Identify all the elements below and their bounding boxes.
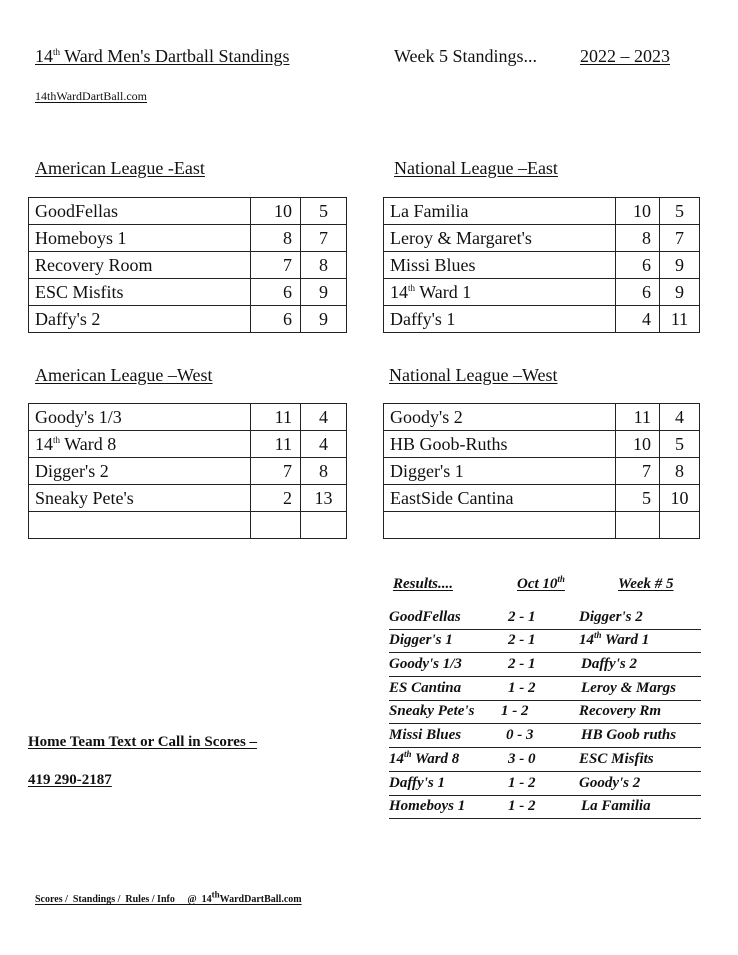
results-label: Results....: [393, 576, 454, 592]
home-team: GoodFellas: [389, 608, 461, 625]
table-row: [384, 306, 700, 333]
table-row: [384, 225, 700, 252]
team-name: Daffy's 1: [384, 306, 616, 333]
table-row: [29, 306, 347, 333]
wins: 11: [616, 404, 660, 431]
home-team: Digger's 1: [389, 632, 453, 649]
losses: 7: [660, 225, 700, 252]
team-name: HB Goob-Ruths: [384, 431, 616, 458]
wins: 6: [251, 279, 301, 306]
wins: 10: [616, 431, 660, 458]
home-team: 14th Ward 8: [389, 748, 460, 767]
result-row: [389, 724, 701, 748]
away-team: Daffy's 2: [581, 656, 637, 673]
team-name: Missi Blues: [384, 252, 616, 279]
wins: [616, 512, 660, 539]
score: 1 - 2: [501, 703, 529, 720]
table-row: [384, 431, 700, 458]
result-row: [389, 630, 701, 654]
table-row: [384, 485, 700, 512]
team-name: Recovery Room: [29, 252, 251, 279]
team-name: La Familia: [384, 198, 616, 225]
team-name: EastSide Cantina: [384, 485, 616, 512]
wins: 10: [251, 198, 301, 225]
score: 2 - 1: [508, 656, 536, 673]
table-row: [29, 279, 347, 306]
losses: 4: [301, 404, 347, 431]
losses: 9: [301, 306, 347, 333]
team-name: Sneaky Pete's: [29, 485, 251, 512]
nl-west-standings-table: [383, 403, 700, 539]
team-name: Digger's 2: [29, 458, 251, 485]
wins: 6: [251, 306, 301, 333]
table-row: [29, 512, 347, 539]
score: 3 - 0: [508, 750, 536, 767]
losses: 8: [301, 252, 347, 279]
losses: 4: [660, 404, 700, 431]
score: 1 - 2: [508, 798, 536, 815]
season-label: 2022 – 2023: [580, 46, 670, 66]
away-team: Leroy & Margs: [581, 679, 676, 696]
score: 1 - 2: [508, 679, 536, 696]
nl-east-standings-table: [383, 197, 700, 333]
away-team: Digger's 2: [579, 608, 643, 625]
losses: 10: [660, 485, 700, 512]
home-team: ES Cantina: [389, 679, 462, 696]
home-team: Goody's 1/3: [389, 656, 462, 673]
table-row: [29, 485, 347, 512]
wins: 11: [251, 431, 301, 458]
wins: 7: [251, 458, 301, 485]
score: 0 - 3: [506, 727, 534, 744]
table-row: [29, 458, 347, 485]
nl-west-heading: National League –West: [389, 365, 558, 385]
wins: 7: [616, 458, 660, 485]
footer-links[interactable]: Scores / Standings / Rules / Info @ 14thWardDartBall.com: [35, 889, 302, 905]
table-row: [29, 431, 347, 458]
home-team: Homeboys 1: [389, 798, 466, 815]
losses: 8: [660, 458, 700, 485]
home-team: Daffy's 1: [389, 774, 445, 791]
score: 2 - 1: [508, 608, 536, 625]
table-row: [29, 404, 347, 431]
away-team: 14th Ward 1: [579, 630, 650, 649]
contact-label: Home Team Text or Call in Scores –: [28, 734, 258, 750]
away-team: Recovery Rm: [579, 703, 662, 720]
away-team: ESC Misfits: [579, 750, 654, 767]
losses: 13: [301, 485, 347, 512]
wins: 4: [616, 306, 660, 333]
home-team: Sneaky Pete's: [389, 703, 475, 720]
result-row: [389, 748, 701, 772]
table-row: [29, 225, 347, 252]
page-title: 14th Ward Men's Dartball Standings: [35, 46, 290, 66]
result-row: [389, 606, 701, 630]
wins: 11: [251, 404, 301, 431]
wins: 10: [616, 198, 660, 225]
away-team: Goody's 2: [579, 774, 641, 791]
team-name: Goody's 2: [384, 404, 616, 431]
website-link[interactable]: 14thWardDartBall.com: [35, 89, 148, 103]
losses: 5: [660, 431, 700, 458]
wins: 6: [616, 279, 660, 306]
al-west-standings-table: [28, 403, 347, 539]
team-name: Goody's 1/3: [29, 404, 251, 431]
table-row: [29, 198, 347, 225]
team-name: Daffy's 2: [29, 306, 251, 333]
nl-east-heading: National League –East: [394, 158, 558, 178]
wins: 6: [616, 252, 660, 279]
table-row: [29, 252, 347, 279]
contact-phone[interactable]: 419 290-2187: [28, 772, 112, 788]
table-row: [384, 198, 700, 225]
results-week: Week # 5: [618, 576, 674, 592]
results-date: Oct 10th: [517, 574, 565, 592]
table-row: [384, 404, 700, 431]
team-name: 14th Ward 1: [384, 279, 616, 306]
wins: 8: [251, 225, 301, 252]
away-team: La Familia: [581, 798, 651, 815]
losses: 5: [301, 198, 347, 225]
losses: [301, 512, 347, 539]
result-row: [389, 772, 701, 796]
losses: 5: [660, 198, 700, 225]
losses: 9: [301, 279, 347, 306]
table-row: [384, 252, 700, 279]
table-row: [384, 279, 700, 306]
away-team: HB Goob ruths: [581, 727, 677, 744]
result-row: [389, 677, 701, 701]
team-name: Digger's 1: [384, 458, 616, 485]
wins: 8: [616, 225, 660, 252]
wins: 2: [251, 485, 301, 512]
losses: 11: [660, 306, 700, 333]
team-name: [384, 512, 616, 539]
al-east-heading: American League -East: [35, 158, 205, 178]
losses: [660, 512, 700, 539]
losses: 9: [660, 279, 700, 306]
result-row: [389, 653, 701, 677]
losses: 7: [301, 225, 347, 252]
wins: 5: [616, 485, 660, 512]
team-name: Homeboys 1: [29, 225, 251, 252]
wins: [251, 512, 301, 539]
result-row: [389, 701, 701, 725]
results-section: [389, 570, 701, 819]
result-row: [389, 796, 701, 820]
table-row: [384, 512, 700, 539]
al-east-standings-table: [28, 197, 347, 333]
losses: 4: [301, 431, 347, 458]
losses: 9: [660, 252, 700, 279]
team-name: ESC Misfits: [29, 279, 251, 306]
team-name: Leroy & Margaret's: [384, 225, 616, 252]
score: 2 - 1: [508, 632, 536, 649]
team-name: [29, 512, 251, 539]
table-row: [384, 458, 700, 485]
team-name: 14th Ward 8: [29, 431, 251, 458]
home-team: Missi Blues: [389, 727, 462, 744]
results-header: [389, 570, 701, 596]
score: 1 - 2: [508, 774, 536, 791]
team-name: GoodFellas: [29, 198, 251, 225]
week-label: Week 5 Standings...: [394, 46, 538, 66]
losses: 8: [301, 458, 347, 485]
wins: 7: [251, 252, 301, 279]
al-west-heading: American League –West: [35, 365, 213, 385]
